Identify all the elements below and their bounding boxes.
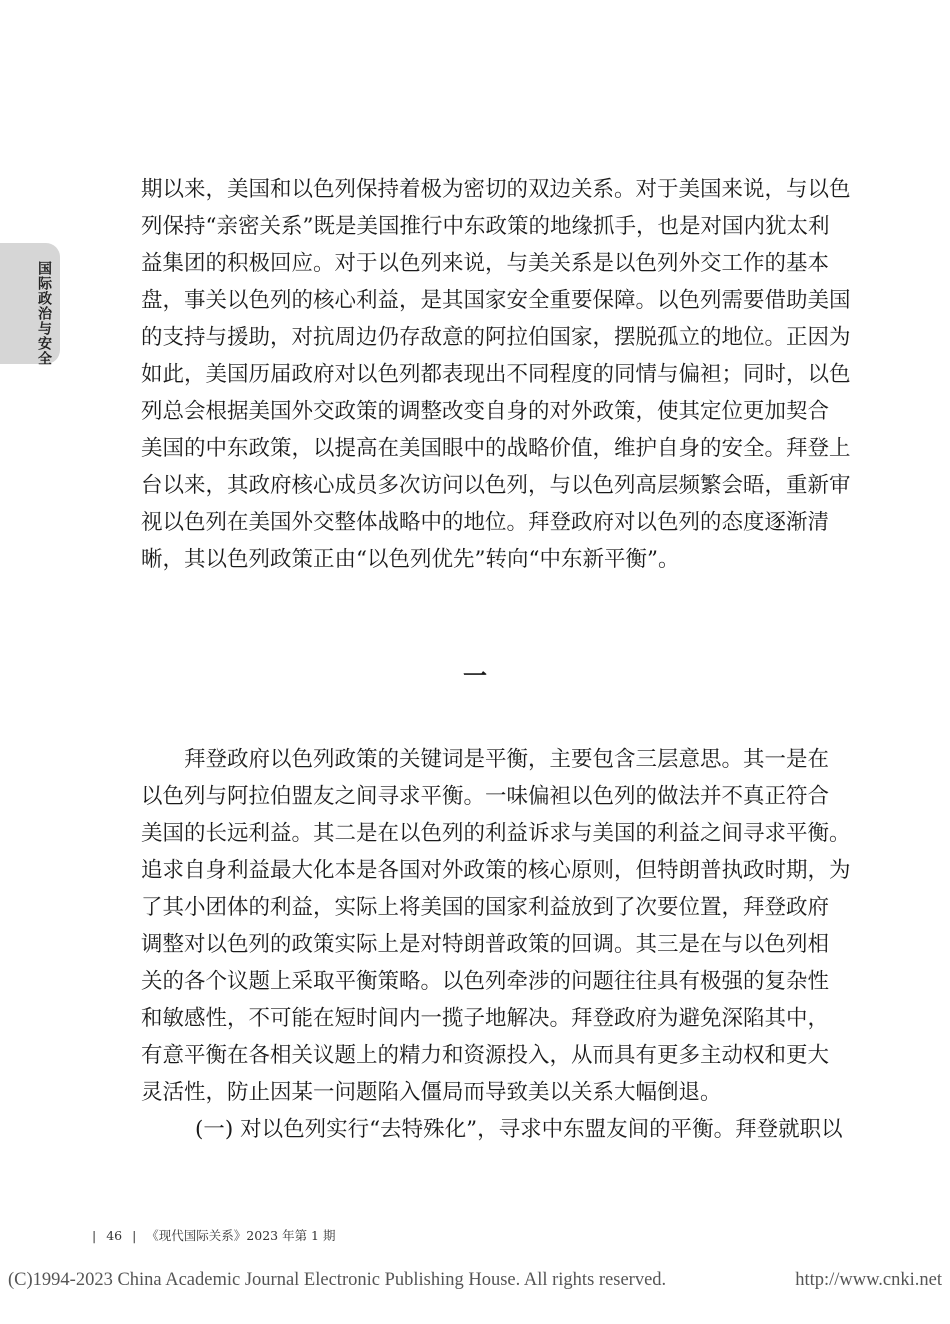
page-number: 46 <box>106 1228 123 1243</box>
section-heading: 一 <box>463 661 487 690</box>
journal-citation: 《现代国际关系》2023 年第 1 期 <box>146 1228 336 1243</box>
text-line: 益集团的积极回应。对于以色列来说，与美关系是以色列外交工作的基本 <box>141 251 830 276</box>
paragraph-balance <box>141 741 851 1148</box>
text-line: 有意平衡在各相关议题上的精力和资源投入，从而具有更多主动权和更大 <box>141 1043 830 1068</box>
copyright-notice: (C)1994-2023 China Academic Journal Electronic Publishing House. All rights reserved. <box>8 1270 667 1290</box>
text-line: 的支持与援助，对抗周边仍存敌意的阿拉伯国家，摆脱孤立的地位。正因为 <box>141 325 851 350</box>
section-side-tab-label: 国际政治与安全 <box>36 261 52 366</box>
text-line: 晰，其以色列政策正由“以色列优先”转向“中东新平衡”。 <box>141 547 680 572</box>
text-line: 如此，美国历届政府对以色列都表现出不同程度的同情与偏袒；同时，以色 <box>141 362 851 387</box>
text-line: 盘，事关以色列的核心利益，是其国家安全重要保障。以色列需要借助美国 <box>141 288 851 313</box>
text-line: 和敏感性，不可能在短时间内一揽子地解决。拜登政府为避免深陷其中， <box>141 1006 830 1031</box>
text-line: 追求自身利益最大化本是各国对外政策的核心原则，但特朗普执政时期，为 <box>141 858 851 883</box>
text-line: 美国的长远利益。其二是在以色列的利益诉求与美国的利益之间寻求平衡。 <box>141 821 851 846</box>
text-line: 灵活性，防止因某一问题陷入僵局而导致美以关系大幅倒退。 <box>141 1080 722 1105</box>
text-line: 列总会根据美国外交政策的调整改变自身的对外政策，使其定位更加契合 <box>141 399 830 424</box>
text-line: 关的各个议题上采取平衡策略。以色列牵涉的问题往往具有极强的复杂性 <box>141 969 830 994</box>
text-line: 以色列与阿拉伯盟友之间寻求平衡。一味偏袒以色列的做法并不真正符合 <box>141 784 830 809</box>
text-line: 美国的中东政策，以提高在美国眼中的战略价值，维护自身的安全。拜登上 <box>141 436 851 461</box>
footer-separator: | <box>132 1228 137 1243</box>
text-line: 期以来，美国和以色列保持着极为密切的双边关系。对于美国来说，与以色 <box>141 177 851 202</box>
text-line: 拜登政府以色列政策的关键词是平衡，主要包含三层意思。其一是在 <box>184 747 830 772</box>
text-line: 台以来，其政府核心成员多次访问以色列，与以色列高层频繁会晤，重新审 <box>141 473 851 498</box>
copyright-banner <box>8 1270 942 1291</box>
text-line: 了其小团体的利益，实际上将美国的国家利益放到了次要位置，拜登政府 <box>141 895 830 920</box>
footer-separator: | <box>92 1228 97 1243</box>
text-line: 列保持“亲密关系”既是美国推行中东政策的地缘抓手，也是对国内犹太利 <box>141 214 830 239</box>
paragraph-intro <box>141 171 851 578</box>
copyright-url[interactable]: http://www.cnki.net <box>795 1270 942 1290</box>
page-footer <box>92 1226 341 1244</box>
subsection-line: (一) 对以色列实行“去特殊化”，寻求中东盟友间的平衡。拜登就职以 <box>195 1117 843 1142</box>
text-line: 调整对以色列的政策实际上是对特朗普政策的回调。其三是在与以色列相 <box>141 932 830 957</box>
text-line: 视以色列在美国外交整体战略中的地位。拜登政府对以色列的态度逐渐清 <box>141 510 830 535</box>
